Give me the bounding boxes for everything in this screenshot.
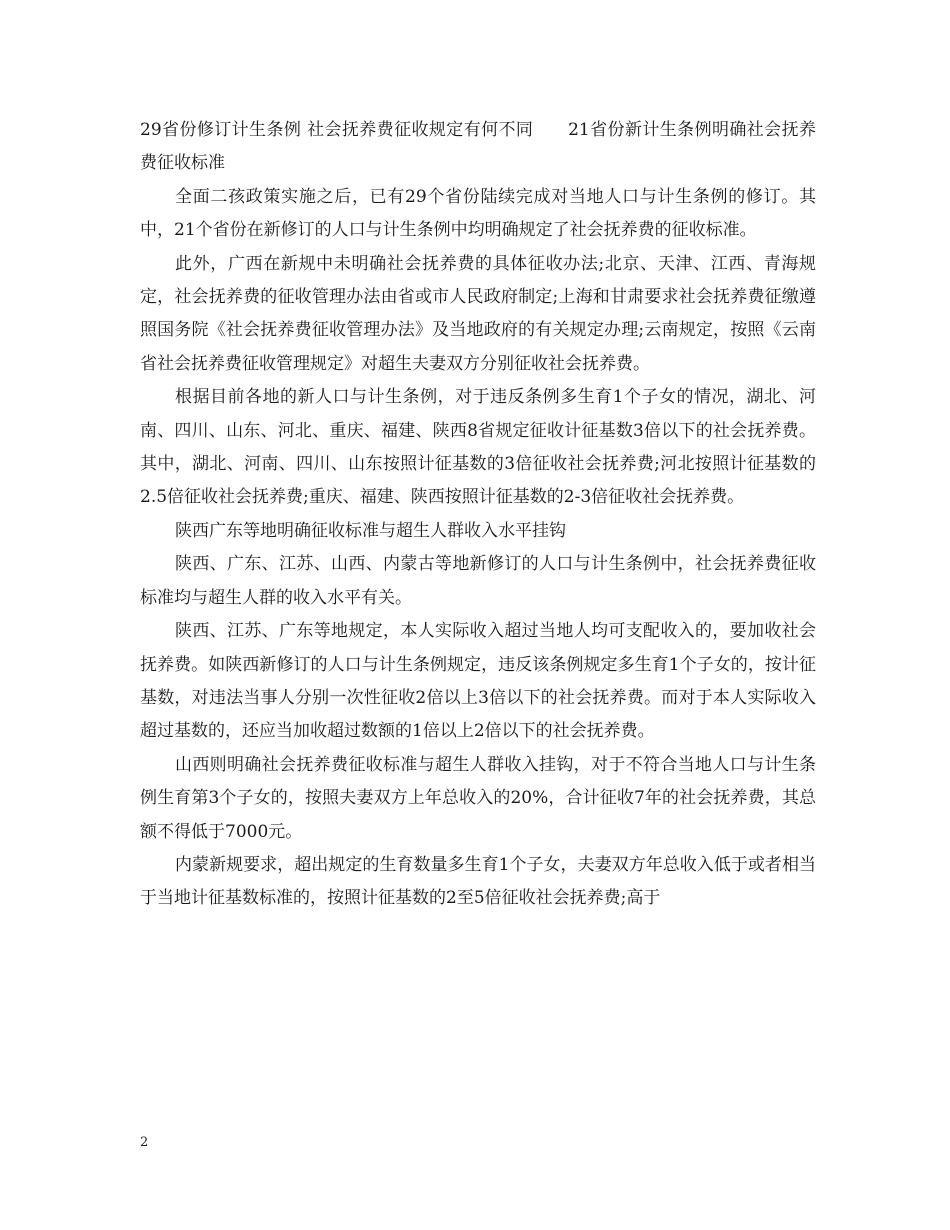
paragraph: 内蒙新规要求，超出规定的生育数量多生育1个子女，夫妻双方年总收入低于或者相当于当地计征基数标准的，按照计征基数的2至5倍征收社会抚养费;高于: [140, 854, 816, 909]
paragraph: 山西则明确社会抚养费征收标准与超生人群收入挂钩，对于不符合当地人口与计生条例生育第3个子女的，按照夫妻双方上年总收入的20%，合计征收7年的社会抚养费，其总额不得低于7000元。: [140, 754, 816, 842]
document-body: [140, 114, 816, 916]
paragraph: 陕西、广东、江苏、山西、内蒙古等地新修订的人口与计生条例中，社会抚养费征收标准均与超生人群的收入水平有关。: [140, 554, 816, 608]
document-title: 29省份修订计生条例 社会抚养费征收规定有何不同 21省份新计生条例明确社会抚养费征收标准: [140, 120, 816, 174]
paragraph: 此外，广西在新规中未明确社会抚养费的具体征收办法;北京、天津、江西、青海规定，社会抚养费的征收管理办法由省或市人民政府制定;上海和甘肃要求社会抚养费征缴遵照国务院《社会抚养费征收管理办法》及当地政府的有关规定办理;云南规定，按照《云南省社会抚养费征收管理规定》对超生夫妻双方分别征收社会抚养费。: [140, 253, 816, 374]
paragraph: 陕西、江苏、广东等地规定，本人实际收入超过当地人均可支配收入的，要加收社会抚养费。如陕西新修订的人口与计生条例规定，违反该条例规定多生育1个子女的，按计征基数，对违法当事人分别一次性征收2倍以上3倍以下的社会抚养费。而对于本人实际收入超过基数的，还应当加收超过数额的1倍以上2倍以下的社会抚养费。: [140, 621, 816, 742]
paragraph: 根据目前各地的新人口与计生条例，对于违反条例多生育1个子女的情况，湖北、河南、四川、山东、河北、重庆、福建、陕西8省规定征收计征基数3倍以下的社会抚养费。其中，湖北、河南、四川、山东按照计征基数的3倍征收社会抚养费;河北按照计征基数的2.5倍征收社会抚养费;重庆、福建、陕西按照计征基数的2-3倍征收社会抚养费。: [140, 387, 816, 508]
page-number: 2: [140, 1135, 149, 1150]
section-heading: 陕西广东等地明确征收标准与超生人群收入水平挂钩: [175, 520, 566, 541]
paragraph: 全面二孩政策实施之后，已有29个省份陆续完成对当地人口与计生条例的修订。其中，21个省份在新修订的人口与计生条例中均明确规定了社会抚养费的征收标准。: [140, 186, 816, 241]
